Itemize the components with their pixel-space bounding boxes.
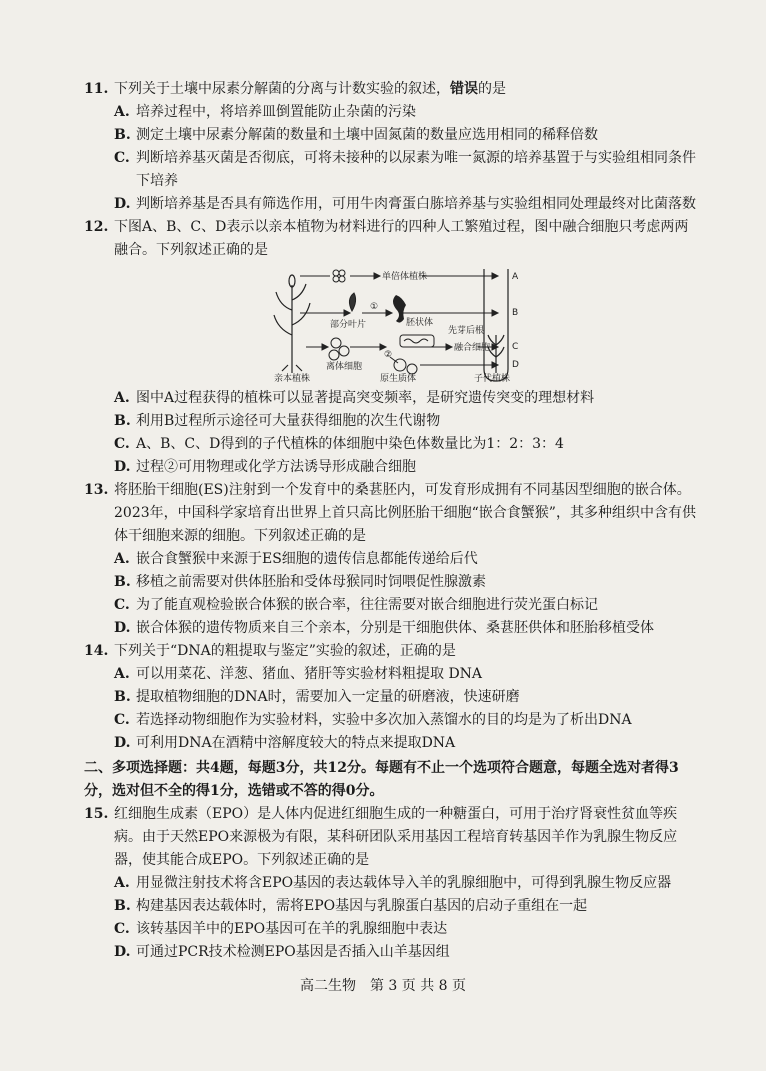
option-b: [84, 571, 696, 594]
option-label: C.: [114, 597, 130, 613]
question-12: [84, 216, 696, 479]
option-a: [84, 387, 696, 410]
option-label: B.: [114, 689, 131, 705]
option-label: B.: [114, 127, 131, 143]
option-text: 嵌合食蟹猴中来源于ES细胞的遗传信息都能传递给后代: [136, 551, 478, 567]
label-isolated: 离体细胞: [326, 362, 363, 372]
question-number: 11.: [84, 81, 109, 97]
option-text: 可利用DNA在酒精中溶解度较大的特点来提取DNA: [136, 735, 456, 751]
breeding-figure: [84, 265, 696, 383]
content: [84, 78, 696, 964]
option-text: 该转基因羊中的EPO基因可在羊的乳腺细胞中表达: [136, 921, 448, 937]
option-text: 嵌合体猴的遗传物质来自三个亲本，分别是干细胞供体、桑葚胚供体和胚胎移植受体: [136, 620, 654, 636]
option-b: [84, 124, 696, 147]
option-text: 构建基因表达载体时，需将EPO基因与乳腺蛋白基因的启动子重组在一起: [136, 898, 588, 914]
stem-post: 的是: [478, 81, 506, 97]
option-text: 培养过程中，将培养皿倒置能防止杂菌的污染: [136, 104, 416, 120]
option-label: A.: [114, 390, 130, 406]
option-label: D.: [114, 196, 131, 212]
option-d: [84, 732, 696, 755]
option-label: B.: [114, 574, 131, 590]
question-stem: 下图A、B、C、D表示以亲本植物为材料进行的四种人工繁殖过程，图中融合细胞只考虑两两融合。下列叙述正确的是: [114, 219, 689, 258]
label-step1: ①: [370, 302, 379, 312]
option-label: D.: [114, 944, 131, 960]
option-label: C.: [114, 436, 130, 452]
option-text: A、B、C、D得到的子代植株的体细胞中染色体数量比为1：2：3：4: [136, 436, 564, 452]
callus-icon: [393, 295, 406, 323]
option-label: B.: [114, 413, 131, 429]
stem-emphasis: 错误: [450, 81, 478, 97]
option-label: A.: [114, 875, 130, 891]
question-13: [84, 479, 696, 640]
option-d: [84, 193, 696, 216]
option-label: C.: [114, 921, 130, 937]
option-text: 判断培养基灭菌是否彻底，可将未接种的以尿素为唯一氮源的培养基置于与实验组相同条件下培养: [136, 150, 696, 189]
option-b: [84, 410, 696, 433]
label-coat: 先芽后根: [448, 326, 485, 336]
option-text: 用显微注射技术将含EPO基因的表达载体导入羊的乳腺细胞中，可得到乳腺生物反应器: [136, 875, 672, 891]
label-protoplast: 原生质体: [380, 374, 417, 383]
label-haploid: 单倍体植株: [382, 272, 428, 282]
label-b: B: [512, 308, 519, 318]
page-footer: 高二生物 第 3 页 共 8 页: [299, 978, 467, 994]
option-label: C.: [114, 712, 130, 728]
option-text: 图中A过程获得的植株可以显著提高突变频率，是研究遗传突变的理想材料: [136, 390, 595, 406]
option-c: [84, 433, 696, 456]
question-15: [84, 803, 696, 964]
stem-pre: 下列关于土壤中尿素分解菌的分离与计数实验的叙述，: [114, 81, 450, 97]
option-text: 为了能直观检验嵌合体猴的嵌合率，往往需要对嵌合细胞进行荧光蛋白标记: [136, 597, 598, 613]
option-c: [84, 918, 696, 941]
leaf-icon: [349, 293, 355, 311]
flower-icon: [333, 270, 345, 282]
question-14: [84, 640, 696, 755]
question-number: 14.: [84, 643, 109, 659]
option-a: [84, 872, 696, 895]
label-c: C: [512, 342, 519, 352]
option-d: [84, 941, 696, 964]
option-b: [84, 686, 696, 709]
option-d: [84, 617, 696, 640]
question-stem: 将胚胎干细胞(ES)注射到一个发育中的桑葚胚内，可发育形成拥有不同基因型细胞的嵌合体。2023年，中国科学家培育出世界上首只高比例胚胎干细胞“嵌合食蟹猴”，其多种组织中含有供体干细胞来源的细胞。下列叙述正确的是: [114, 482, 696, 544]
option-text: 移植之前需要对供体胚胎和受体母猴同时饲喂促性腺激素: [136, 574, 486, 590]
option-label: D.: [114, 459, 131, 475]
option-text: 可以用菜花、洋葱、猪血、猪肝等实验材料粗提取 DNA: [136, 666, 483, 682]
label-step2: ②: [384, 350, 393, 360]
option-text: 过程②可用物理或化学方法诱导形成融合细胞: [136, 459, 416, 475]
question-stem: [114, 78, 696, 101]
label-parent: 亲本植株: [274, 374, 311, 383]
option-label: B.: [114, 898, 131, 914]
breeding-diagram: [270, 265, 520, 383]
option-text: 判断培养基是否具有筛选作用，可用牛肉膏蛋白胨培养基与实验组相同处理最终对比菌落数: [136, 196, 696, 212]
option-d: [84, 456, 696, 479]
option-c: [84, 594, 696, 617]
section-heading: 二、多项选择题：共4题，每题3分，共12分。每题有不止一个选项符合题意，每题全选对者得3分，选对但不全的得1分，选错或不答的得0分。: [84, 760, 679, 799]
option-label: A.: [114, 666, 130, 682]
option-label: D.: [114, 735, 131, 751]
question-stem: 红细胞生成素（EPO）是人体内促进红细胞生成的一种糖蛋白，可用于治疗肾衰性贫血等疾病。由于天然EPO来源极为有限，某科研团队采用基因工程培育转基因羊作为乳腺生物反应器，使其能合成EPO。下列叙述正确的是: [114, 806, 678, 868]
question-number: 13.: [84, 482, 109, 498]
option-label: A.: [114, 551, 130, 567]
option-a: [84, 663, 696, 686]
option-text: 测定土壤中尿素分解菌的数量和土壤中固氮菌的数量应选用相同的稀释倍数: [136, 127, 598, 143]
option-c: [84, 709, 696, 732]
question-number: 12.: [84, 219, 109, 235]
label-callus: 胚状体: [406, 318, 434, 328]
option-label: C.: [114, 150, 130, 166]
question-stem: 下列关于“DNA的粗提取与鉴定”实验的叙述，正确的是: [114, 643, 456, 659]
parent-plant-drawing: [274, 275, 310, 373]
label-fusion: 融合细胞: [454, 343, 491, 353]
question-11: [84, 78, 696, 216]
option-b: [84, 895, 696, 918]
option-a: [84, 548, 696, 571]
label-d: D: [512, 360, 519, 370]
option-text: 可通过PCR技术检测EPO基因是否插入山羊基因组: [136, 944, 450, 960]
option-c: [84, 147, 696, 193]
option-text: 若选择动物细胞作为实验材料，实验中多次加入蒸馏水的目的均是为了析出DNA: [136, 712, 632, 728]
label-offspring: 子代植株: [474, 374, 511, 383]
option-label: D.: [114, 620, 131, 636]
label-a: A: [512, 272, 519, 282]
label-leaf: 部分叶片: [330, 320, 367, 330]
option-text: 利用B过程所示途径可大量获得细胞的次生代谢物: [136, 413, 441, 429]
option-a: [84, 101, 696, 124]
question-number: 15.: [84, 806, 109, 822]
test-tube-icon: [484, 269, 508, 381]
option-text: 提取植物细胞的DNA时，需要加入一定量的研磨液，快速研磨: [136, 689, 520, 705]
option-label: A.: [114, 104, 130, 120]
